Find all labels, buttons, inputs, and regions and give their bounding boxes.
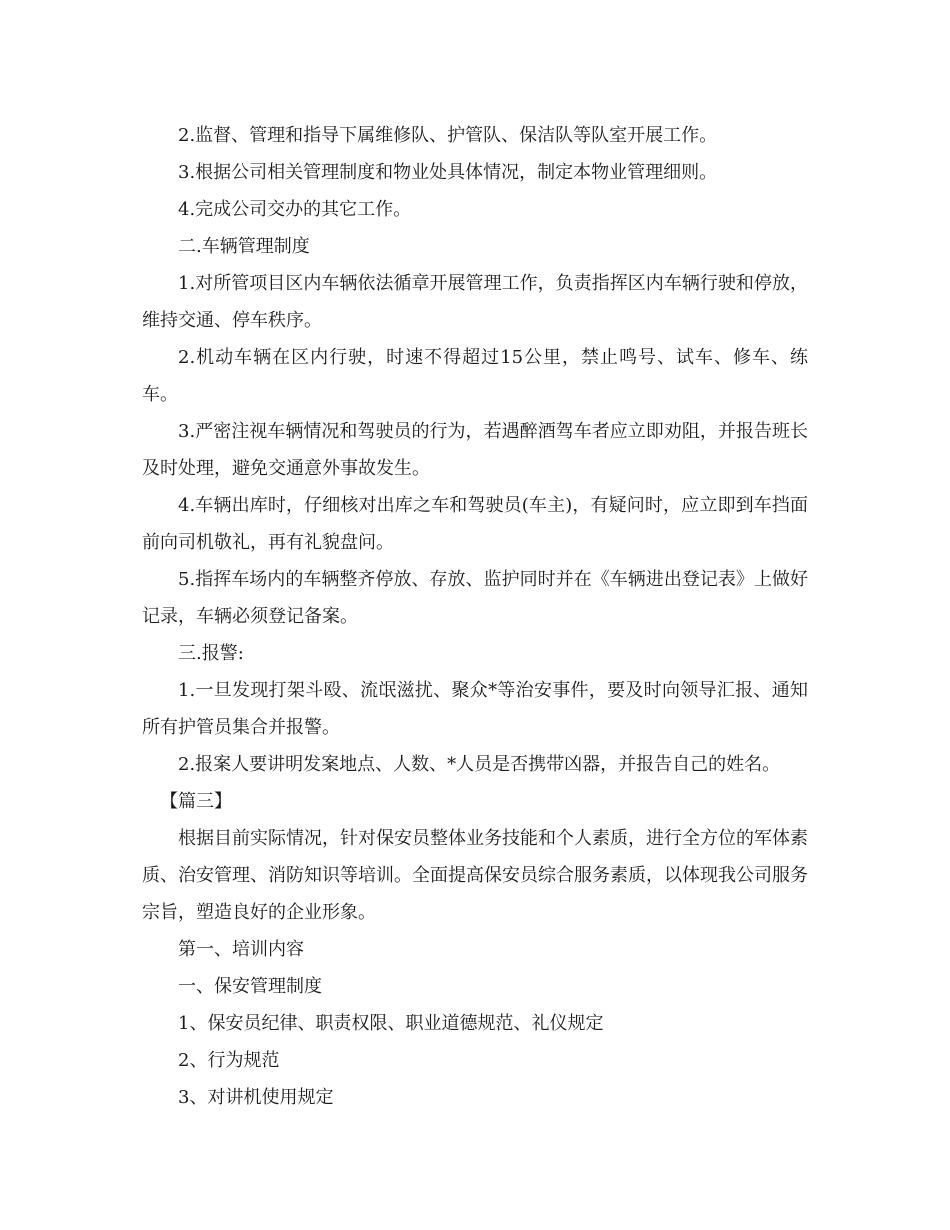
paragraph-alarm-2: 2.报案人要讲明发案地点、人数、*人员是否携带凶器，并报告自己的姓名。	[178, 754, 781, 775]
section-heading-alarm: 三.报警:	[178, 643, 244, 664]
paragraph-vehicle-3: 3.严密注视车辆情况和驾驶员的行为，若遇醉酒驾车者应立即劝阻，并报告班长及时处理，避免交通意外事故发生。	[142, 421, 808, 479]
paragraph-vehicle-2: 2.机动车辆在区内行驶，时速不得超过15公里，禁止鸣号、试车、修车、练车。	[142, 347, 808, 405]
paragraph-vehicle-1: 1.对所管项目区内车辆依法循章开展管理工作，负责指挥区内车辆行驶和停放，维持交通、停车秩序。	[142, 273, 808, 331]
paragraph-duty-3: 3.根据公司相关管理制度和物业处具体情况，制定本物业管理细则。	[178, 162, 718, 183]
paragraph-duty-4: 4.完成公司交办的其它工作。	[178, 199, 412, 220]
document-body	[142, 117, 808, 1116]
list-item-radio-rules: 3、对讲机使用规定	[178, 1087, 334, 1108]
section-heading-security-rules: 一、保安管理制度	[178, 976, 322, 997]
section-heading-training-content: 第一、培训内容	[178, 939, 304, 960]
list-item-conduct: 2、行为规范	[178, 1050, 280, 1071]
paragraph-alarm-1: 1.一旦发现打架斗殴、流氓滋扰、聚众*等治安事件，要及时向领导汇报、通知所有护管员集合并报警。	[142, 680, 808, 738]
paragraph-training-intro: 根据目前实际情况，针对保安员整体业务技能和个人素质，进行全方位的军体素质、治安管理、消防知识等培训。全面提高保安员综合服务素质，以体现我公司服务宗旨，塑造良好的企业形象。	[142, 828, 808, 923]
paragraph-duty-2: 2.监督、管理和指导下属维修队、护管队、保洁队等队室开展工作。	[178, 125, 718, 146]
section-heading-vehicle: 二.车辆管理制度	[178, 236, 310, 257]
paragraph-vehicle-4: 4.车辆出库时，仔细核对出库之车和驾驶员(车主)，有疑问时，应立即到车挡面前向司机敬礼，再有礼貌盘问。	[142, 495, 808, 553]
section-heading-part-three: 【篇三】	[160, 791, 232, 812]
paragraph-vehicle-5: 5.指挥车场内的车辆整齐停放、存放、监护同时并在《车辆进出登记表》上做好记录，车辆必须登记备案。	[142, 569, 808, 627]
list-item-discipline: 1、保安员纪律、职责权限、职业道德规范、礼仪规定	[178, 1013, 604, 1034]
